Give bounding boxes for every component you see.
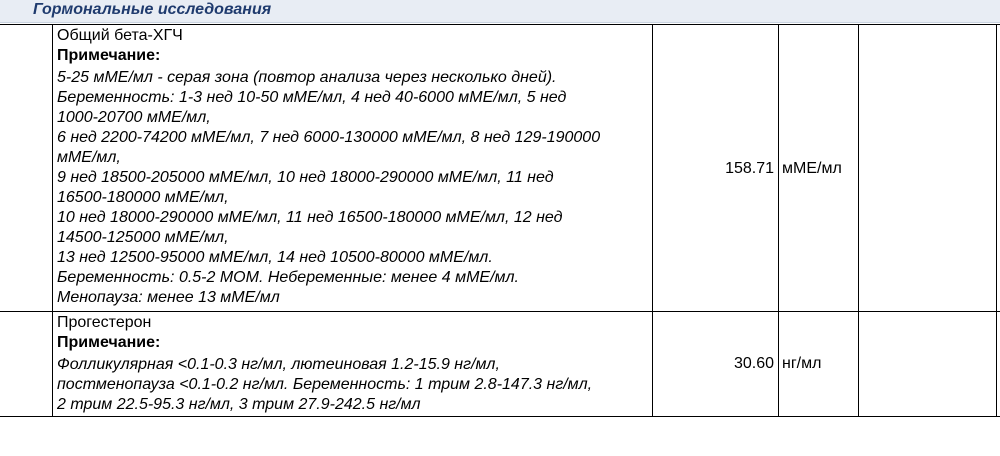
result-value: 158.71: [725, 160, 774, 177]
note-line: мМЕ/мл,: [57, 149, 121, 166]
section-header: [0, 0, 1000, 23]
note-label: Примечание:: [57, 47, 161, 64]
note-line: 13 нед 12500-95000 мМЕ/мл, 14 нед 10500-80000 мМЕ/мл.: [57, 249, 493, 266]
col-divider: [858, 24, 859, 416]
result-unit: нг/мл: [782, 355, 822, 372]
col-divider: [52, 24, 53, 416]
note-line: Беременность: 1-3 нед 10-50 мМЕ/мл, 4 нед 40-6000 мМЕ/мл, 5 нед: [57, 89, 567, 106]
result-value: 30.60: [733, 355, 774, 372]
row-divider: [0, 24, 1000, 25]
test-name: Прогестерон: [57, 314, 152, 331]
note-line: 14500-125000 мМЕ/мл,: [57, 229, 229, 246]
note-line: постменопауза <0.1-0.2 нг/мл. Беременность: 1 трим 2.8-147.3 нг/мл,: [57, 376, 593, 393]
col-divider: [778, 24, 779, 416]
note-line: 10 нед 18000-290000 мМЕ/мл, 11 нед 16500-180000 мМЕ/мл, 12 нед: [57, 209, 563, 226]
note-label: Примечание:: [57, 334, 161, 351]
result-unit: мМЕ/мл: [782, 160, 842, 177]
note-line: 6 нед 2200-74200 мМЕ/мл, 7 нед 6000-130000 мМЕ/мл, 8 нед 129-190000: [57, 129, 601, 146]
note-line: 9 нед 18500-205000 мМЕ/мл, 10 нед 18000-290000 мМЕ/мл, 11 нед: [57, 169, 554, 186]
row-divider: [0, 416, 1000, 417]
note-line: 2 трим 22.5-95.3 нг/мл, 3 трим 27.9-242.5 нг/мл: [57, 396, 421, 413]
note-line: 1000-20700 мМЕ/мл,: [57, 109, 211, 126]
row-divider: [0, 311, 1000, 312]
section-title: Гормональные исследования: [33, 1, 272, 18]
col-divider: [652, 24, 653, 416]
note-line: Фолликулярная <0.1-0.3 нг/мл, лютеиновая 1.2-15.9 нг/мл,: [57, 356, 500, 373]
col-divider: [996, 24, 997, 416]
note-line: 16500-180000 мМЕ/мл,: [57, 189, 229, 206]
test-name: Общий бета-ХГЧ: [57, 27, 183, 44]
note-line: Беременность: 0.5-2 МОМ. Небеременные: менее 4 мМЕ/мл.: [57, 269, 519, 286]
note-line: 5-25 мМЕ/мл - серая зона (повтор анализа через несколько дней).: [57, 69, 557, 86]
note-line: Менопауза: менее 13 мМЕ/мл: [57, 289, 280, 306]
